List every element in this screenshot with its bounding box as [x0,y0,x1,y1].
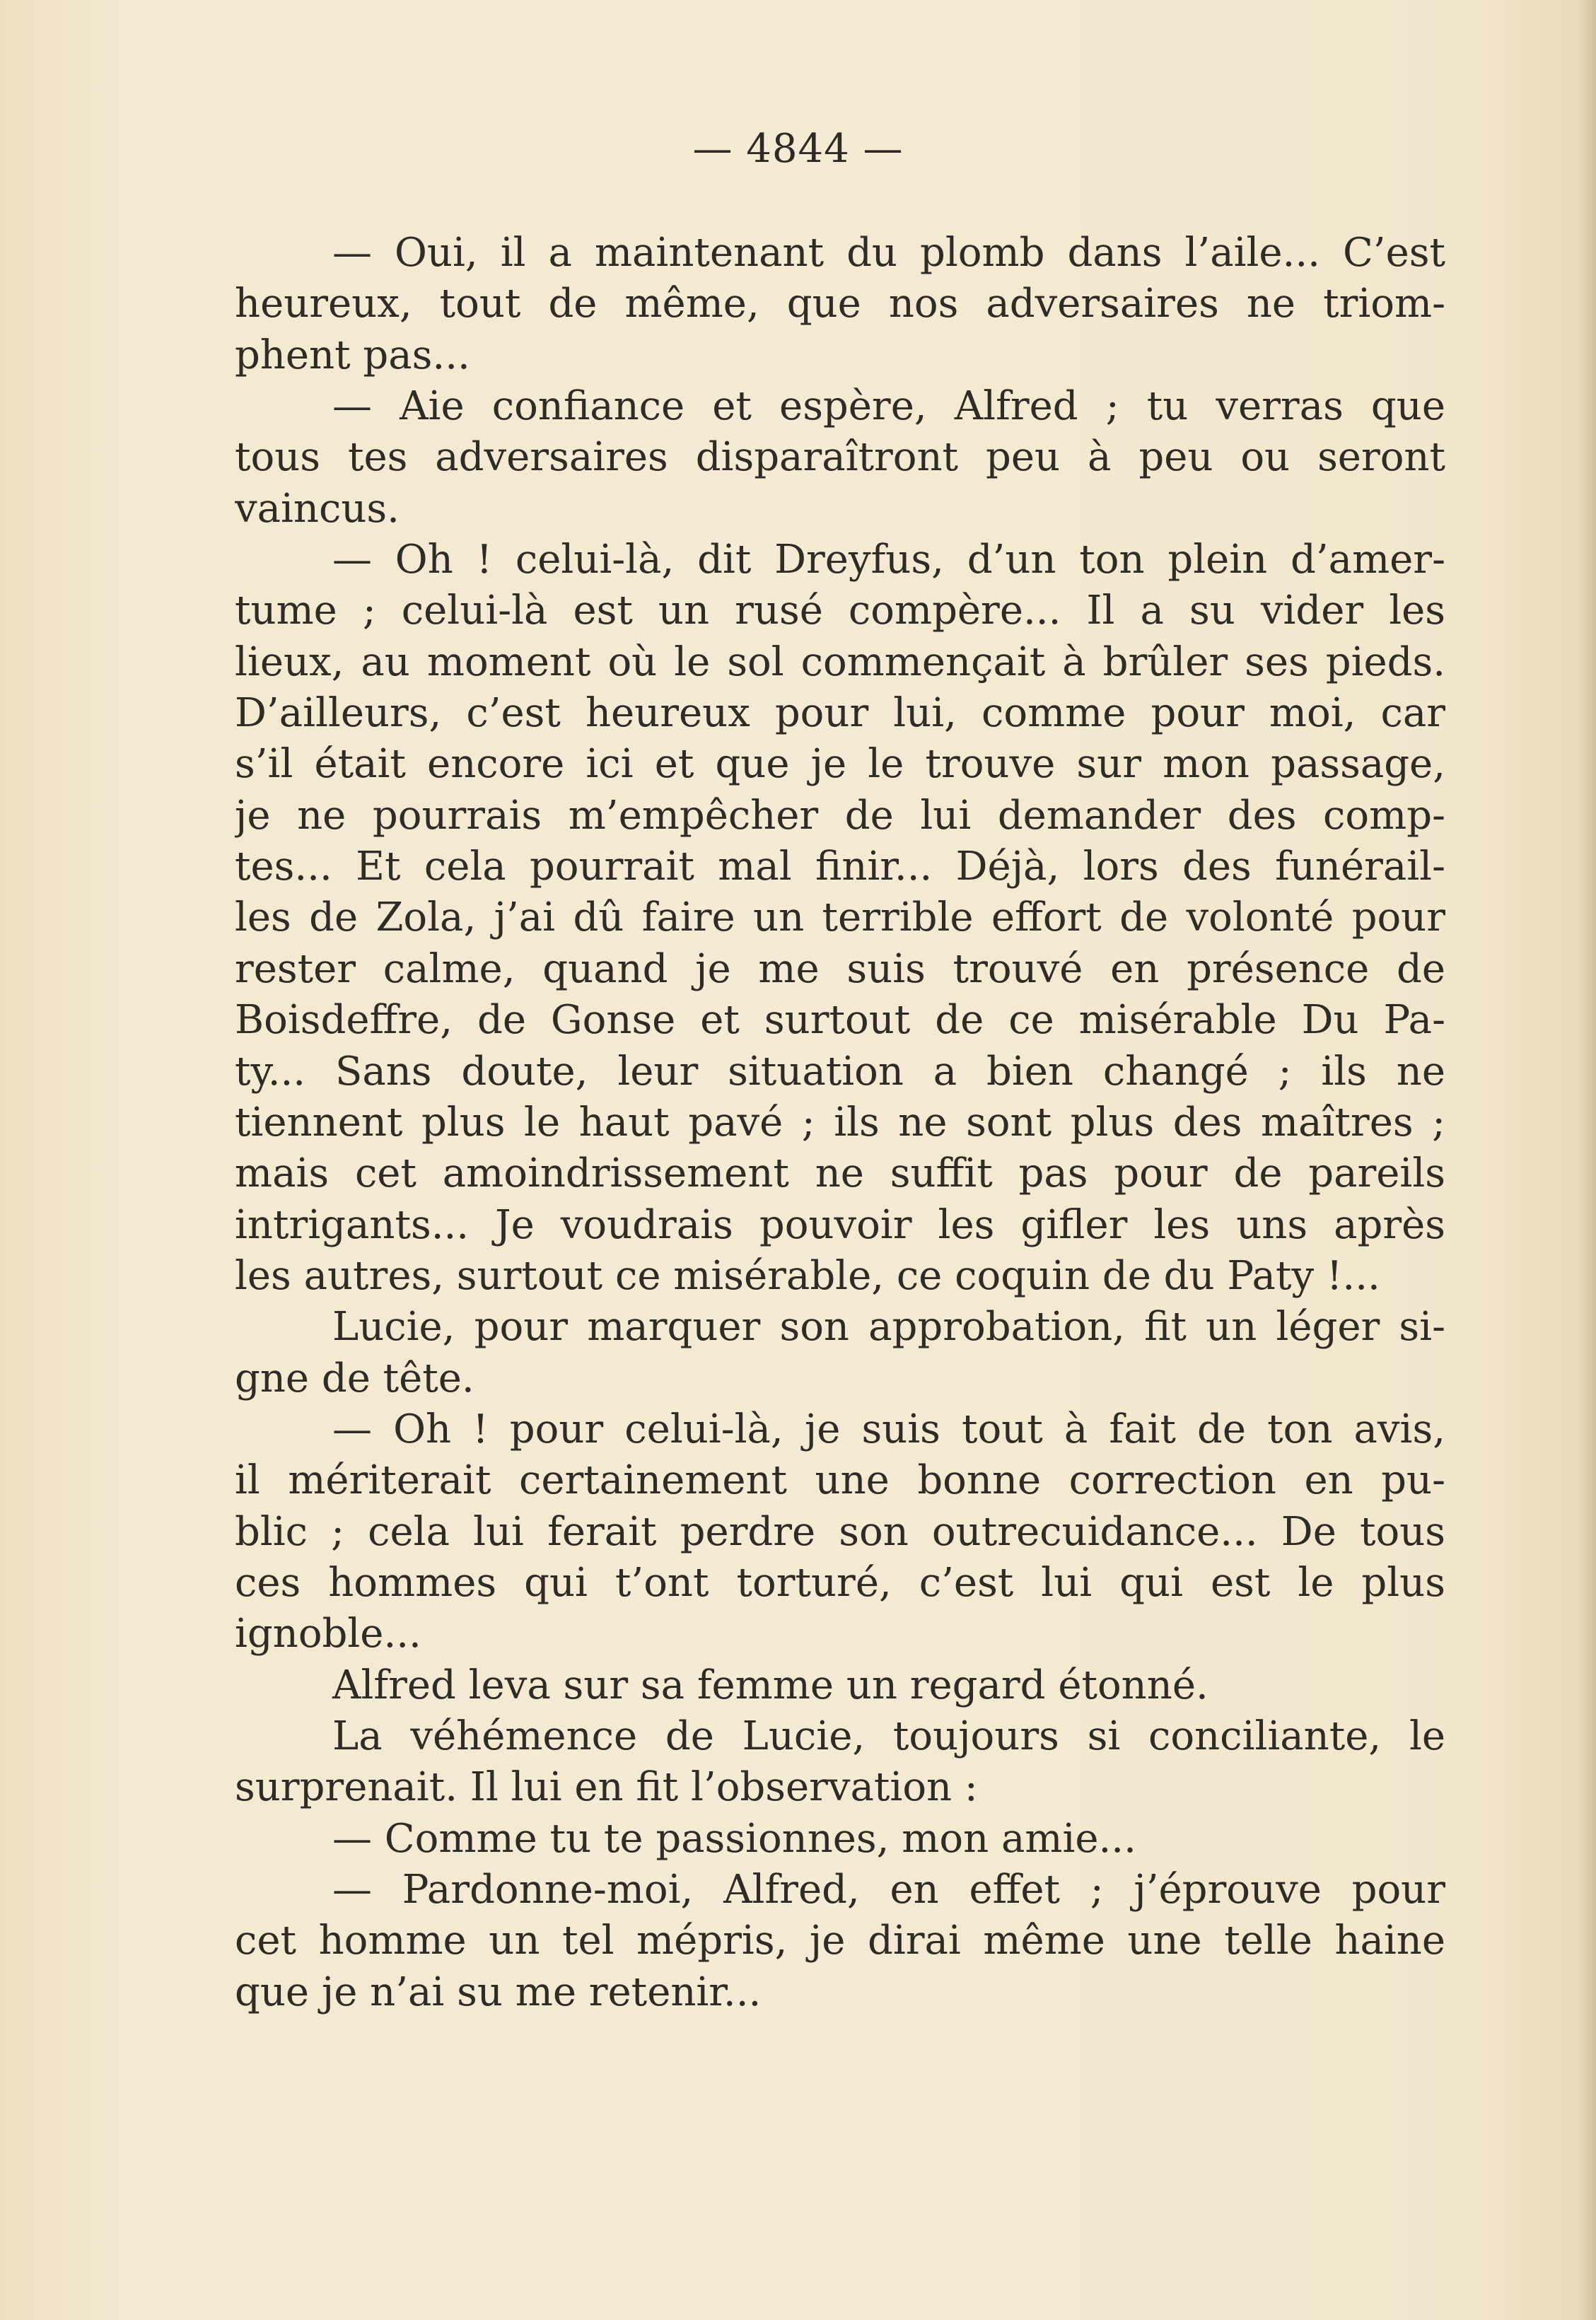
text-line: — Comme tu te passionnes, mon amie... [332,1815,1136,1862]
text-line: s’il était encore ici et que je le trouve sur mon passage, [235,741,1445,788]
text-line: — Pardonne-moi, Alfred, en effet ; j’éprouve pour [332,1867,1445,1913]
text-line: cet homme un tel mépris, je dirai même une telle haine [235,1918,1445,1964]
text-line: que je n’ai su me retenir... [235,1969,762,2015]
text-line: ignoble... [235,1611,421,1657]
text-line: D’ailleurs, c’est heureux pour lui, comme pour moi, car [235,690,1445,737]
text-line: mais cet amoindrissement ne suffit pas pour de pareils [235,1150,1445,1197]
page-number: — 4844 — [692,126,904,172]
text-line: — Aie confiance et espère, Alfred ; tu verras que [332,383,1445,430]
body-text [235,228,1445,2018]
text-line: tes... Et cela pourrait mal finir... Déjà, lors des funérail- [235,844,1445,890]
text-line: Boisdeffre, de Gonse et surtout de ce misérable Du Pa- [235,997,1445,1044]
text-line: tume ; celui-là est un rusé compère... Il a su vider les [235,588,1445,634]
text-line: gne de tête. [235,1355,474,1401]
text-line: intrigants... Je voudrais pouvoir les gifler les uns après [235,1201,1445,1248]
text-line: les de Zola, j’ai dû faire un terrible effort de volonté pour [235,894,1445,941]
text-line: rester calme, quand je me suis trouvé en présence de [235,945,1445,992]
text-line: phent pas... [235,332,470,378]
text-line: — Oh ! pour celui-là, je suis tout à fait de ton avis, [332,1406,1445,1452]
text-line: heureux, tout de même, que nos adversaires ne triom- [235,281,1445,327]
text-line: Alfred leva sur sa femme un regard étonné. [332,1662,1208,1708]
text-line: — Oh ! celui-là, dit Dreyfus, d’un ton plein d’amer- [332,537,1445,583]
text-line: surprenait. Il lui en fit l’observation : [235,1764,978,1811]
text-line: Lucie, pour marquer son approbation, fit un léger si- [332,1304,1445,1351]
text-line: je ne pourrais m’empêcher de lui demander des comp- [235,792,1445,839]
text-line: La véhémence de Lucie, toujours si conciliante, le [332,1713,1445,1759]
text-line: tous tes adversaires disparaîtront peu à peu ou seront [235,434,1445,481]
text-line: tiennent plus le haut pavé ; ils ne sont plus des maîtres ; [235,1099,1445,1146]
text-line: ces hommes qui t’ont torturé, c’est lui qui est le plus [235,1559,1445,1606]
text-line: les autres, surtout ce misérable, ce coquin de du Paty !... [235,1252,1380,1299]
page-edge-shadow [1580,0,1596,2320]
text-line: vaincus. [235,485,400,532]
text-line: il mériterait certainement une bonne correction en pu- [235,1457,1445,1504]
text-line: lieux, au moment où le sol commençait à brûler ses pieds. [235,639,1445,685]
text-line: — Oui, il a maintenant du plomb dans l’aile... C’est [332,230,1445,276]
text-line: ty... Sans doute, leur situation a bien changé ; ils ne [235,1048,1445,1095]
text-line: blic ; cela lui ferait perdre son outrecuidance... De tous [235,1508,1445,1555]
